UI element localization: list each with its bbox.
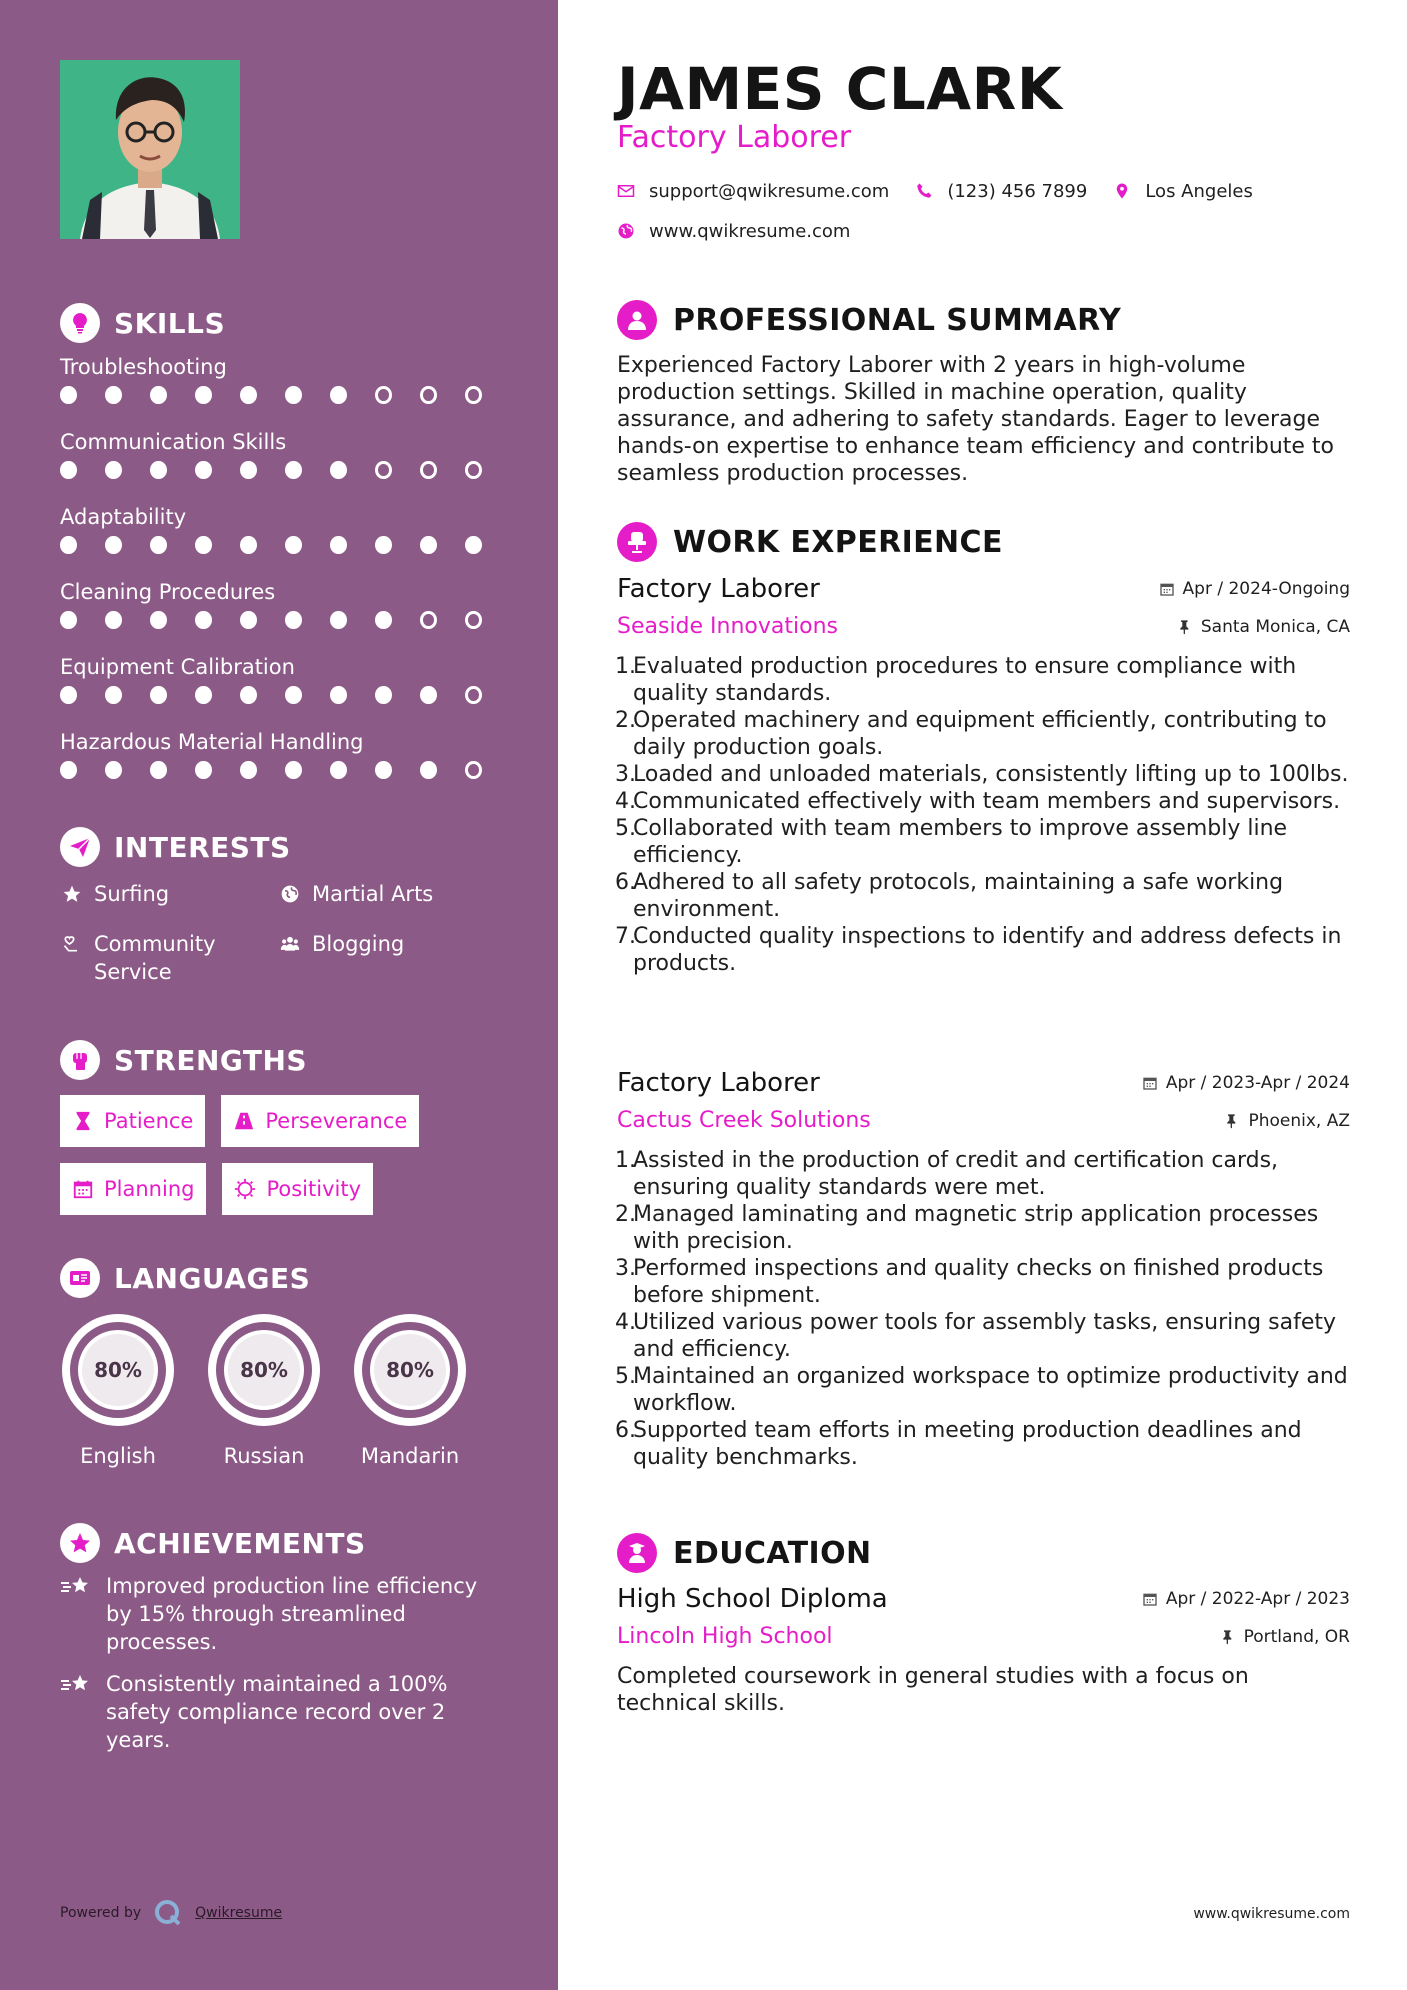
rating-dot-filled: [105, 461, 122, 479]
job-location: [1224, 1111, 1350, 1131]
languages-list: [58, 1310, 470, 1468]
candidate-title: Factory Laborer: [617, 120, 852, 155]
candidate-name: JAMES CLARK: [617, 55, 1063, 123]
footer-url[interactable]: www.qwikresume.com: [1193, 1906, 1350, 1922]
summary-heading: [617, 300, 1121, 340]
contact-location: [1113, 181, 1253, 202]
rating-dot-filled: [285, 536, 302, 554]
language-name: English: [80, 1444, 156, 1468]
location-text: Los Angeles: [1145, 180, 1253, 202]
strength-label: Patience: [104, 1109, 194, 1133]
rating-dot-filled: [240, 761, 257, 779]
pushpin-icon: [1177, 619, 1193, 635]
education-location: [1220, 1627, 1350, 1647]
contact-website[interactable]: [617, 221, 850, 242]
languages-heading-label: LANGUAGES: [114, 1261, 311, 1295]
calendar-icon: [1159, 581, 1175, 597]
rating-dot-filled: [330, 611, 347, 629]
rating-dot-filled: [375, 686, 392, 704]
rating-dot-empty: [420, 386, 437, 404]
rating-dot-filled: [285, 611, 302, 629]
job-bullet: 4. Utilized various power tools for assembly tasks, ensuring safety and efficiency.: [615, 1310, 1337, 1362]
qwikresume-link[interactable]: Qwikresume: [195, 1905, 283, 1921]
rating-dot-filled: [240, 386, 257, 404]
rating-dot-filled: [105, 761, 122, 779]
education-date-text: Apr / 2022-Apr / 2023: [1165, 1589, 1350, 1609]
rating-dot-filled: [150, 761, 167, 779]
rating-dot-filled: [105, 536, 122, 554]
interests-heading: [60, 827, 291, 867]
job-location-text: Santa Monica, CA: [1200, 616, 1350, 637]
achievements-heading-label: ACHIEVEMENTS: [114, 1526, 366, 1560]
interests-list: [60, 880, 520, 1008]
star-icon: [60, 880, 84, 908]
job-company: Cactus Creek Solutions: [617, 1108, 871, 1133]
contact-info: [617, 178, 1350, 258]
interest-label: Surfing: [94, 882, 170, 906]
skill-name: Troubleshooting: [60, 355, 227, 379]
job-bullet: 6. Supported team efforts in meeting production deadlines and quality benchmarks.: [615, 1418, 1302, 1470]
summary-heading-label: PROFESSIONAL SUMMARY: [673, 302, 1122, 338]
contact-phone[interactable]: [915, 181, 1087, 202]
sun-icon: [234, 1178, 256, 1200]
calendar-icon: [1142, 1075, 1158, 1091]
rating-dot-filled: [150, 536, 167, 554]
strength-label: Positivity: [266, 1177, 361, 1201]
languages-heading: [60, 1258, 310, 1298]
rating-dot-empty: [465, 686, 482, 704]
calendar-icon: [72, 1178, 94, 1200]
skill-item: [60, 575, 510, 650]
rating-dot-filled: [285, 461, 302, 479]
rating-dot-filled: [330, 761, 347, 779]
website-text: www.qwikresume.com: [649, 220, 851, 242]
student-icon: [617, 1533, 657, 1573]
job-bullet: 2. Operated machinery and equipment efficiently, contributing to daily production goals.: [615, 708, 1327, 760]
skill-name: Equipment Calibration: [60, 655, 295, 679]
achievement-text: Improved production line efficiency by 15% through streamlined processes.: [106, 1574, 478, 1654]
job-date: [1142, 1073, 1350, 1093]
envelope-icon: [617, 182, 635, 200]
rating-dot-filled: [150, 611, 167, 629]
contact-email[interactable]: [617, 181, 889, 202]
achievement-text: Consistently maintained a 100% safety compliance record over 2 years.: [106, 1672, 448, 1752]
phone-text: (123) 456 7899: [947, 180, 1088, 202]
language-ring: [350, 1310, 470, 1430]
rating-dot-filled: [60, 461, 77, 479]
skill-item: [60, 425, 510, 500]
job-role: Factory Laborer: [617, 1068, 820, 1098]
rating-dot-filled: [150, 686, 167, 704]
interest-item: [60, 880, 278, 908]
rating-dot-empty: [465, 761, 482, 779]
achievement-item: [60, 1572, 500, 1656]
rating-dot-empty: [420, 461, 437, 479]
experience-heading: [617, 522, 1003, 562]
degree: High School Diploma: [617, 1584, 888, 1614]
skill-rating: [60, 461, 510, 479]
qwikresume-logo-icon: [153, 1898, 183, 1928]
pushpin-icon: [1220, 1629, 1236, 1645]
job-date-text: Apr / 2023-Apr / 2024: [1165, 1073, 1350, 1093]
achievements-list: [60, 1572, 500, 1768]
rating-dot-filled: [105, 611, 122, 629]
interest-label: Martial Arts: [312, 882, 434, 906]
skill-item: [60, 650, 510, 725]
rating-dot-filled: [150, 461, 167, 479]
experience-heading-label: WORK EXPERIENCE: [673, 524, 1003, 560]
skills-list: [60, 350, 510, 800]
strength-badge: [221, 1095, 419, 1147]
achievement-item: [60, 1670, 500, 1754]
summary-text: Experienced Factory Laborer with 2 years in high-volume production settings. Skilled in machine operation, quality assurance, and adhering to safety standards. Eager to leverage hands-on expertise to enhance team efficiency and contribute to seamless production processes.: [617, 353, 1335, 486]
language-item: [204, 1310, 324, 1468]
rating-dot-filled: [420, 536, 437, 554]
user-icon: [617, 300, 657, 340]
rating-dot-empty: [375, 386, 392, 404]
achievements-heading: [60, 1523, 366, 1563]
rating-dot-filled: [285, 386, 302, 404]
strength-badge: [222, 1163, 373, 1215]
rating-dot-filled: [330, 686, 347, 704]
rating-dot-filled: [60, 536, 77, 554]
interest-label: Blogging: [312, 932, 405, 956]
rating-dot-filled: [285, 761, 302, 779]
education-entry: [617, 1584, 1350, 1717]
paper-plane-icon: [60, 827, 100, 867]
language-ring: [204, 1310, 324, 1430]
job-bullets: [617, 653, 1350, 977]
job-location-text: Phoenix, AZ: [1248, 1110, 1350, 1131]
skill-rating: [60, 611, 510, 629]
skill-name: Cleaning Procedures: [60, 580, 276, 604]
skill-name: Hazardous Material Handling: [60, 730, 364, 754]
interests-heading-label: INTERESTS: [114, 830, 291, 864]
job-bullet: 1. Assisted in the production of credit and certification cards, ensuring quality standards were met.: [615, 1148, 1279, 1200]
skill-rating: [60, 686, 510, 704]
powered-by: [60, 1898, 282, 1928]
rating-dot-filled: [240, 686, 257, 704]
rating-dot-filled: [60, 761, 77, 779]
language-name: Mandarin: [360, 1444, 460, 1468]
strength-label: Perseverance: [265, 1109, 408, 1133]
globe-icon: [278, 880, 302, 908]
star-badge-icon: [60, 1523, 100, 1563]
rating-dot-empty: [465, 611, 482, 629]
email-text: support@qwikresume.com: [649, 180, 890, 202]
rating-dot-filled: [105, 686, 122, 704]
lightbulb-icon: [60, 303, 100, 343]
language-percent: 80%: [240, 1358, 288, 1382]
rating-dot-filled: [465, 536, 482, 554]
rating-dot-filled: [375, 536, 392, 554]
users-icon: [278, 930, 302, 958]
rating-dot-filled: [240, 536, 257, 554]
skills-heading: [60, 303, 225, 343]
job-bullet: 2. Managed laminating and magnetic strip application processes with precision.: [615, 1202, 1319, 1254]
skill-item: [60, 350, 510, 425]
rating-dot-filled: [105, 386, 122, 404]
skill-item: [60, 500, 510, 575]
language-item: [350, 1310, 470, 1468]
job-bullet: 4. Communicated effectively with team members and supervisors.: [615, 789, 1341, 814]
office-chair-icon: [617, 522, 657, 562]
rating-dot-filled: [195, 386, 212, 404]
rating-dot-filled: [285, 686, 302, 704]
rating-dot-empty: [465, 386, 482, 404]
shooting-star-icon: [60, 1572, 94, 1656]
interest-label: Community Service: [94, 932, 216, 984]
education-heading: [617, 1533, 872, 1573]
job-location: [1177, 617, 1350, 637]
rating-dot-filled: [330, 386, 347, 404]
skill-name: Adaptability: [60, 505, 187, 529]
rating-dot-filled: [195, 536, 212, 554]
language-item: [58, 1310, 178, 1468]
rating-dot-filled: [330, 461, 347, 479]
job-company: Seaside Innovations: [617, 614, 838, 639]
rating-dot-filled: [195, 686, 212, 704]
rating-dot-filled: [240, 461, 257, 479]
powered-by-label: Powered by: [60, 1905, 142, 1921]
language-percent: 80%: [94, 1358, 142, 1382]
job-bullet: 3. Loaded and unloaded materials, consistently lifting up to 100lbs.: [615, 762, 1349, 787]
language-name: Russian: [223, 1444, 305, 1468]
rating-dot-empty: [465, 461, 482, 479]
strengths-heading: [60, 1040, 307, 1080]
pushpin-icon: [1224, 1113, 1240, 1129]
rating-dot-filled: [330, 536, 347, 554]
rating-dot-filled: [420, 686, 437, 704]
language-ring: [58, 1310, 178, 1430]
rating-dot-filled: [195, 611, 212, 629]
shooting-star-icon: [60, 1670, 94, 1754]
calendar-icon: [1142, 1591, 1158, 1607]
rating-dot-filled: [195, 461, 212, 479]
skill-rating: [60, 761, 510, 779]
skills-heading-label: SKILLS: [114, 306, 226, 340]
education-date: [1142, 1589, 1350, 1609]
sidebar: [0, 0, 558, 1990]
rating-dot-empty: [375, 461, 392, 479]
skill-item: [60, 725, 510, 800]
education-description: Completed coursework in general studies with a focus on technical skills.: [617, 1664, 1249, 1716]
job-role: Factory Laborer: [617, 574, 820, 604]
profile-photo: [60, 60, 240, 239]
rating-dot-filled: [60, 611, 77, 629]
job-entry: [617, 1068, 1350, 1471]
rating-dot-filled: [150, 386, 167, 404]
person-portrait-icon: [60, 60, 240, 239]
skill-rating: [60, 536, 510, 554]
job-date-text: Apr / 2024-Ongoing: [1182, 579, 1350, 599]
interest-item: [278, 880, 496, 908]
rating-dot-filled: [375, 611, 392, 629]
job-bullet: 5. Maintained an organized workspace to optimize productivity and workflow.: [615, 1364, 1348, 1416]
rating-dot-filled: [60, 386, 77, 404]
strength-badge: [60, 1163, 206, 1215]
job-bullet: 5. Collaborated with team members to improve assembly line efficiency.: [615, 816, 1288, 868]
rating-dot-filled: [240, 611, 257, 629]
rating-dot-filled: [420, 761, 437, 779]
rating-dot-empty: [420, 611, 437, 629]
interest-item: [60, 930, 278, 986]
strength-badge: [60, 1095, 205, 1147]
job-bullet: 6. Adhered to all safety protocols, maintaining a safe working environment.: [615, 870, 1284, 922]
globe-icon: [617, 222, 635, 240]
education-heading-label: EDUCATION: [673, 1535, 872, 1571]
rating-dot-filled: [60, 686, 77, 704]
road-icon: [233, 1110, 255, 1132]
education-location-text: Portland, OR: [1243, 1626, 1350, 1647]
skill-rating: [60, 386, 510, 404]
school-name: Lincoln High School: [617, 1624, 833, 1649]
id-card-icon: [60, 1258, 100, 1298]
job-entry: [617, 574, 1350, 977]
fist-icon: [60, 1040, 100, 1080]
job-date: [1159, 579, 1350, 599]
rating-dot-filled: [195, 761, 212, 779]
skill-name: Communication Skills: [60, 430, 287, 454]
language-percent: 80%: [386, 1358, 434, 1382]
strengths-heading-label: STRENGTHS: [114, 1043, 308, 1077]
job-bullets: [617, 1147, 1350, 1471]
strength-label: Planning: [104, 1177, 195, 1201]
heart-hand-icon: [60, 930, 84, 958]
job-bullet: 1. Evaluated production procedures to ensure compliance with quality standards.: [615, 654, 1297, 706]
phone-icon: [915, 182, 933, 200]
rating-dot-filled: [375, 761, 392, 779]
job-bullet: 7. Conducted quality inspections to identify and address defects in products.: [615, 924, 1342, 976]
interest-item: [278, 930, 496, 986]
map-pin-icon: [1113, 182, 1131, 200]
strengths-list: [60, 1095, 520, 1215]
hourglass-icon: [72, 1110, 94, 1132]
job-bullet: 3. Performed inspections and quality checks on finished products before shipment.: [615, 1256, 1324, 1308]
